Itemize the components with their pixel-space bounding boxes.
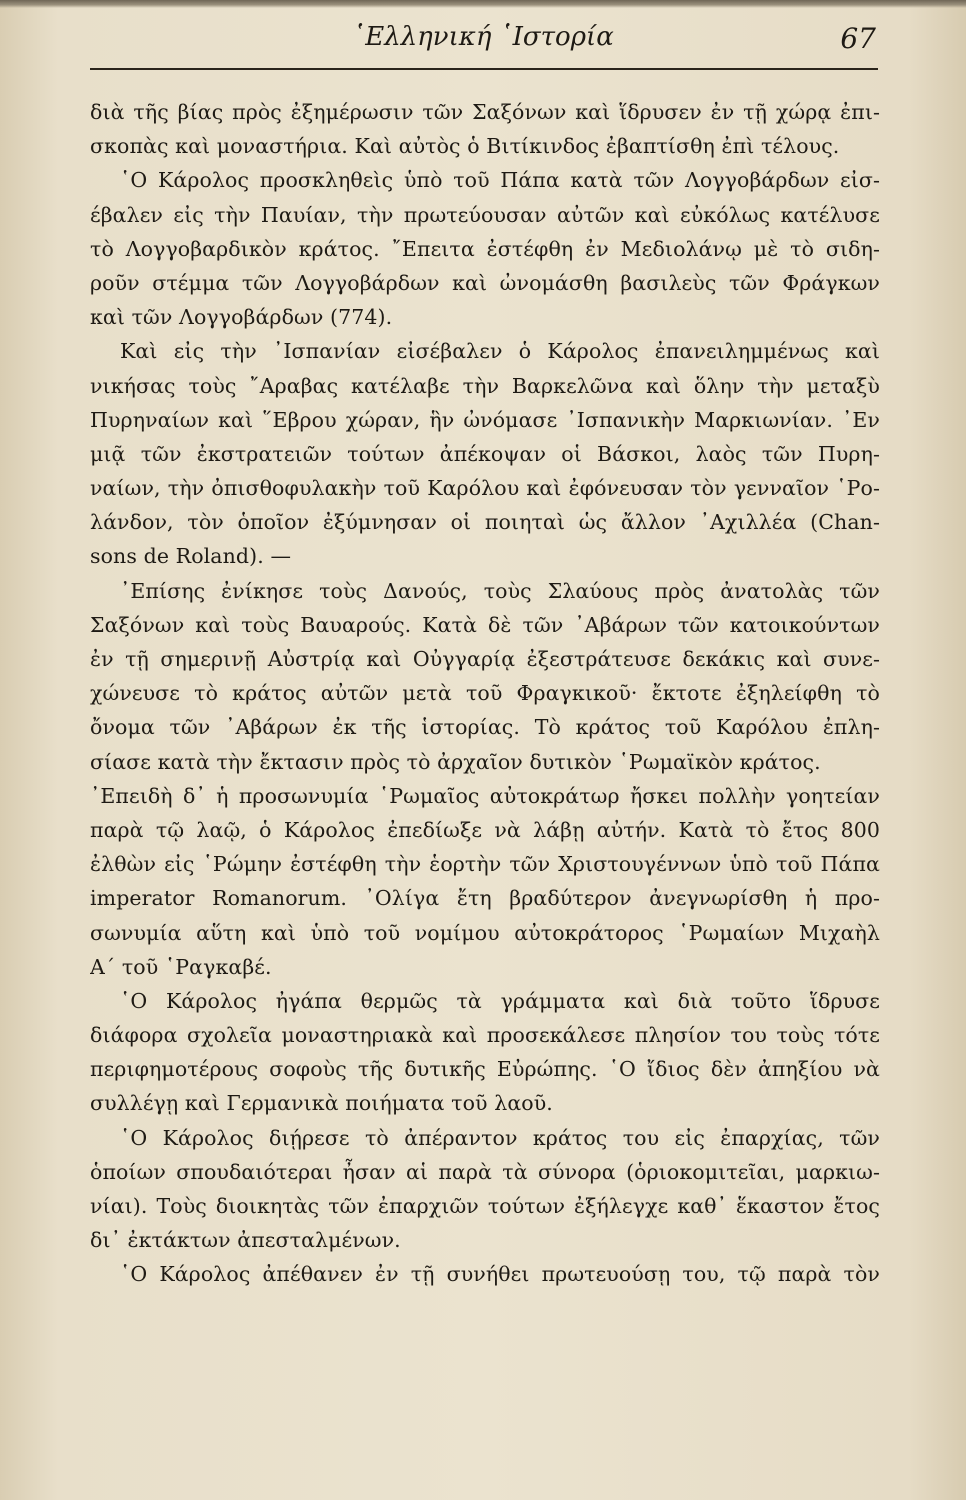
- text-line: ὁποίων σπουδαιότεραι ἦσαν αἱ παρὰ τὰ σύνορα (ὁριοκομιτεῖαι, μαρκιω-: [90, 1159, 880, 1184]
- text-line: σίασε κατὰ τὴν ἔκτασιν πρὸς τὸ ἀρχαῖον δυτικὸν ῾Ρωμαϊκὸν κράτος.: [90, 749, 821, 774]
- text-line: σκοπὰς καὶ μοναστήρια. Καὶ αὐτὸς ὁ Βιτίκινδος ἐβαπτίσθη ἐπὶ τέλους.: [90, 134, 840, 159]
- text-line: Πυρηναίων καὶ ῞Εβρου χώραν, ἣν ὠνόμασε ᾿Ισπανικὴν Μαρκιωνίαν. ᾿Εν: [90, 407, 880, 432]
- body-text: [90, 95, 880, 1292]
- text-line: δι᾽ ἐκτάκτων ἀπεσταλμένων.: [90, 1228, 401, 1253]
- text-line: ῾Ο Κάρολος διῄρεσε τὸ ἀπέραντον κράτος του εἰς ἐπαρχίας, τῶν: [120, 1125, 880, 1150]
- text-line: Σαξόνων καὶ τοὺς Βαυαρούς. Κατὰ δὲ τῶν ᾿Αβάρων τῶν κατοικούντων: [90, 612, 880, 637]
- text-line: λάνδον, τὸν ὁποῖον ἐξύμνησαν οἱ ποιηταὶ ὡς ἄλλον ᾿Αχιλλέα (Chan-: [90, 510, 880, 535]
- page-top-edge: [0, 0, 966, 8]
- text-line: περιφημοτέρους σοφοὺς τῆς δυτικῆς Εὐρώπης. ῾Ο ἴδιος δὲν ἀπηξίου νὰ: [90, 1057, 880, 1082]
- text-line: imperator Romanorum. ᾿Ολίγα ἔτη βραδύτερον ἀνεγνωρίσθη ἡ προ-: [90, 886, 880, 911]
- text-line: έβαλεν εἰς τὴν Παυίαν, τὴν πρωτεύουσαν αὐτῶν καὶ εὐκόλως κατέλυσε: [90, 202, 880, 227]
- text-line: τὸ Λογγοβαρδικὸν κράτος. ῎Επειτα ἐστέφθη ἐν Μεδιολάνῳ μὲ τὸ σιδη-: [90, 236, 880, 261]
- text-line: νίαι). Τοὺς διοικητὰς τῶν ἐπαρχιῶν τούτων ἐξήλεγχε καθ᾽ ἕκαστον ἔτος: [90, 1194, 880, 1218]
- text-line: ἐλθὼν εἰς ῾Ρώμην ἐστέφθη τὴν ἑορτὴν τῶν Χριστουγέννων ὑπὸ τοῦ Πάπα: [90, 852, 880, 877]
- text-line: νικήσας τοὺς ῎Αραβας κατέλαβε τὴν Βαρκελῶνα καὶ ὅλην τὴν μεταξὺ: [90, 373, 880, 398]
- text-line: Α´ τοῦ ῾Ραγκαβέ.: [90, 954, 272, 979]
- text-line: καὶ τῶν Λογγοβάρδων (774).: [90, 305, 393, 330]
- page-header: [0, 22, 966, 66]
- text-line: ῾Ο Κάρολος ἠγάπα θερμῶς τὰ γράμματα καὶ διὰ τοῦτο ἵδρυσε: [120, 988, 880, 1013]
- text-line: Καὶ εἰς τὴν ᾿Ισπανίαν εἰσέβαλεν ὁ Κάρολος ἐπανειλημμένως καὶ: [120, 339, 880, 364]
- text-line: ᾿Επίσης ἐνίκησε τοὺς Δανούς, τοὺς Σλαύους πρὸς ἀνατολὰς τῶν: [120, 578, 880, 603]
- header-rule: [90, 68, 878, 70]
- text-line: sons de Roland). —: [90, 544, 292, 569]
- running-title: ῾Ελληνική ῾Ιστορία: [352, 22, 614, 52]
- text-line: ὄνομα τῶν ᾿Αβάρων ἐκ τῆς ἱστορίας. Τὸ κράτος τοῦ Καρόλου ἐπλη-: [90, 715, 880, 740]
- text-line: ῾Ο Κάρολος ἀπέθανεν ἐν τῇ συνήθει πρωτευούσῃ του, τῷ παρὰ τὸν: [120, 1262, 880, 1287]
- text-line: ναίων, τὴν ὀπισθοφυλακὴν τοῦ Καρόλου καὶ ἐφόνευσαν τὸν γενναῖον ῾Ρο-: [90, 476, 880, 501]
- text-line: ᾿Επειδὴ δ᾽ ἡ προσωνυμία ῾Ρωμαῖος αὐτοκράτωρ ἤσκει πολλὴν γοητείαν: [90, 783, 880, 808]
- text-line: διάφορα σχολεῖα μοναστηριακὰ καὶ προσεκάλεσε πλησίον του τοὺς τότε: [90, 1023, 880, 1048]
- page-number: 67: [840, 22, 876, 55]
- text-line: μιᾷ τῶν ἐκστρατειῶν τούτων ἀπέκοψαν οἱ Βάσκοι, λαὸς τῶν Πυρη-: [90, 441, 880, 466]
- text-line: διὰ τῆς βίας πρὸς ἐξημέρωσιν τῶν Σαξόνων καὶ ἵδρυσεν ἐν τῇ χώρᾳ ἐπι-: [90, 100, 880, 124]
- text-line: παρὰ τῷ λαῷ, ὁ Κάρολος ἐπεδίωξε νὰ λάβῃ αὐτήν. Κατὰ τὸ ἔτος 800: [90, 817, 880, 842]
- text-line: ροῦν στέμμα τῶν Λογγοβάρδων καὶ ὠνομάσθη βασιλεὺς τῶν Φράγκων: [90, 270, 880, 295]
- text-line: συλλέγῃ καὶ Γερμανικὰ ποιήματα τοῦ λαοῦ.: [90, 1091, 553, 1116]
- text-line: ἐν τῇ σημερινῇ Αὐστρίᾳ καὶ Οὐγγαρίᾳ ἐξεστράτευσε δεκάκις καὶ συνε-: [90, 647, 880, 671]
- text-line: ῾Ο Κάρολος προσκληθεὶς ὑπὸ τοῦ Πάπα κατὰ τῶν Λογγοβάρδων εἰσ-: [120, 168, 880, 193]
- text-line: χώνευσε τὸ κράτος αὐτῶν μετὰ τοῦ Φραγκικοῦ· ἔκτοτε ἐξηλείφθη τὸ: [90, 681, 880, 706]
- text-line: σωνυμία αὕτη καὶ ὑπὸ τοῦ νομίμου αὐτοκράτορος ῾Ρωμαίων Μιχαὴλ: [90, 920, 880, 945]
